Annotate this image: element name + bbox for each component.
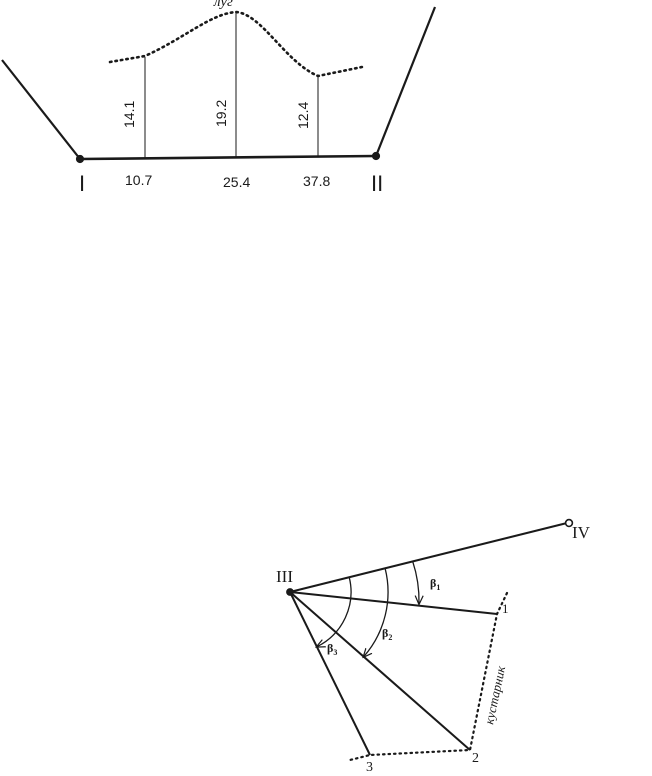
station-label-iv: IV xyxy=(572,523,590,542)
point-label-1: 1 xyxy=(502,601,509,616)
shrub-boundary xyxy=(350,593,507,760)
right-boundary-line xyxy=(376,7,435,156)
angle-label-beta-2: $\beta_2$ xyxy=(382,626,393,642)
station-label-ii: II xyxy=(371,171,384,196)
angle-arc-beta-3 xyxy=(317,577,351,647)
direction-line-3 xyxy=(290,592,370,755)
base-line xyxy=(80,156,376,159)
offsets-labels xyxy=(79,0,383,196)
point-label-3: 3 xyxy=(366,760,373,775)
angle-arc-beta-1 xyxy=(413,561,419,603)
chainage-2: 25.4 xyxy=(223,174,251,190)
direction-line-2 xyxy=(290,592,470,750)
chainage-1: 10.7 xyxy=(125,172,153,188)
station-point-ii xyxy=(372,152,379,159)
left-boundary-line xyxy=(2,60,80,159)
direction-line-iv xyxy=(290,523,567,592)
angle-label-beta-3: $\beta_3$ xyxy=(327,641,338,657)
offsets-diagram xyxy=(2,7,435,163)
offset-length-3: 12.4 xyxy=(295,101,311,129)
meadow-label: луг xyxy=(214,0,233,10)
offset-length-2: 19.2 xyxy=(213,99,229,127)
angle-arc-beta-2 xyxy=(364,568,388,656)
station-point-iii xyxy=(287,589,294,596)
direction-line-1 xyxy=(290,592,497,614)
shrub-boundary-label: кустарник xyxy=(481,664,509,726)
angles-labels xyxy=(276,523,591,775)
station-label-i: I xyxy=(79,171,86,196)
point-label-2: 2 xyxy=(472,751,479,766)
station-point-i xyxy=(76,155,83,162)
offset-length-1: 14.1 xyxy=(121,100,137,128)
chainage-3: 37.8 xyxy=(303,173,331,189)
angles-diagram xyxy=(287,520,573,760)
angle-label-beta-1: $\beta_1$ xyxy=(430,576,441,592)
station-label-iii: III xyxy=(276,567,293,586)
